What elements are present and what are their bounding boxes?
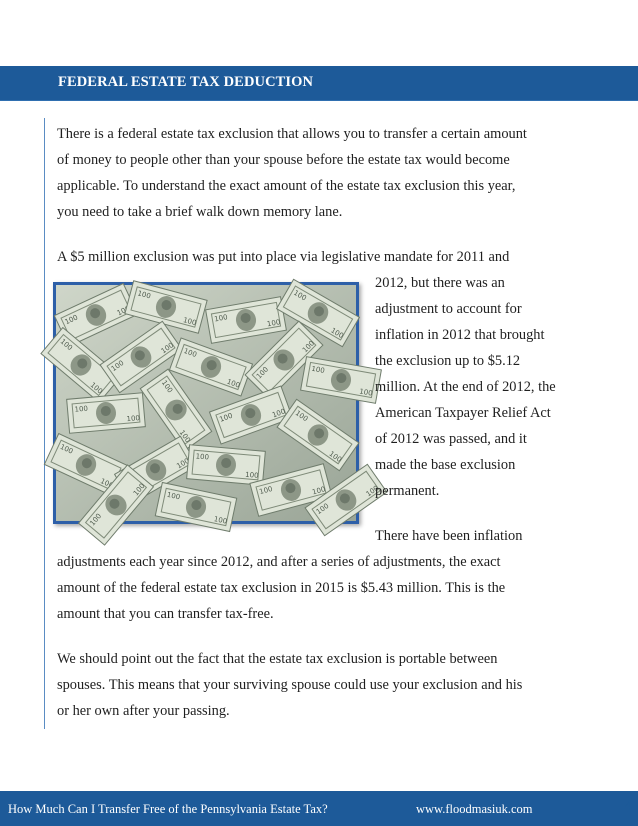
text-line: We should point out the fact that the estate tax exclusion is portable between: [57, 651, 498, 667]
text-line: the exclusion up to $5.12: [375, 353, 521, 369]
section-header-bar: [0, 66, 638, 101]
text-line: adjustment to account for: [375, 301, 522, 317]
text-line: spouses. This means that your surviving spouse could use your exclusion and his: [57, 677, 523, 693]
text-line: There is a federal estate tax exclusion that allows you to transfer a certain amount: [57, 126, 527, 142]
text-line: or her own after your passing.: [57, 703, 230, 719]
text-line: of 2012 was passed, and it: [375, 431, 527, 447]
text-line: adjustments each year since 2012, and after a series of adjustments, the exact: [57, 554, 501, 570]
text-line: There have been inflation: [375, 528, 523, 544]
paragraph-intro: [57, 121, 597, 225]
money-photo: [25, 275, 359, 524]
footer-document-title: How Much Can I Transfer Free of the Pennsylvania Estate Tax?: [8, 802, 328, 816]
paragraph-inflation: [57, 549, 597, 627]
text-line: A $5 million exclusion was put into place via legislative mandate for 2011 and: [57, 249, 510, 265]
page-number: 4: [624, 798, 632, 814]
paragraph-history-wrapped: [375, 270, 600, 504]
text-line: made the base exclusion: [375, 457, 516, 473]
text-line: amount that you can transfer tax-free.: [57, 606, 274, 622]
paragraph-inflation-first-line: [375, 523, 600, 549]
footer-bar: [0, 791, 638, 826]
text-line: applicable. To understand the exact amount of the estate tax exclusion this year,: [57, 178, 516, 194]
text-line: amount of the federal estate tax exclusion in 2015 is $5.43 million. This is the: [57, 580, 506, 596]
paragraph-history-first-line: [57, 244, 597, 270]
text-line: of money to people other than your spouse before the estate tax would become: [57, 152, 510, 168]
text-line: you need to take a brief walk down memory lane.: [57, 204, 343, 220]
text-line: American Taxpayer Relief Act: [375, 405, 551, 421]
text-line: million. At the end of 2012, the: [375, 379, 556, 395]
text-line: permanent.: [375, 483, 440, 499]
footer-website-link[interactable]: www.floodmasiuk.com: [416, 802, 533, 816]
text-line: inflation in 2012 that brought: [375, 327, 545, 343]
section-title: FEDERAL ESTATE TAX DEDUCTION: [58, 74, 314, 90]
margin-rule: [44, 118, 45, 729]
money-pile-image: 100: [56, 285, 356, 521]
paragraph-portability: [57, 646, 597, 724]
text-line: 2012, but there was an: [375, 275, 505, 291]
